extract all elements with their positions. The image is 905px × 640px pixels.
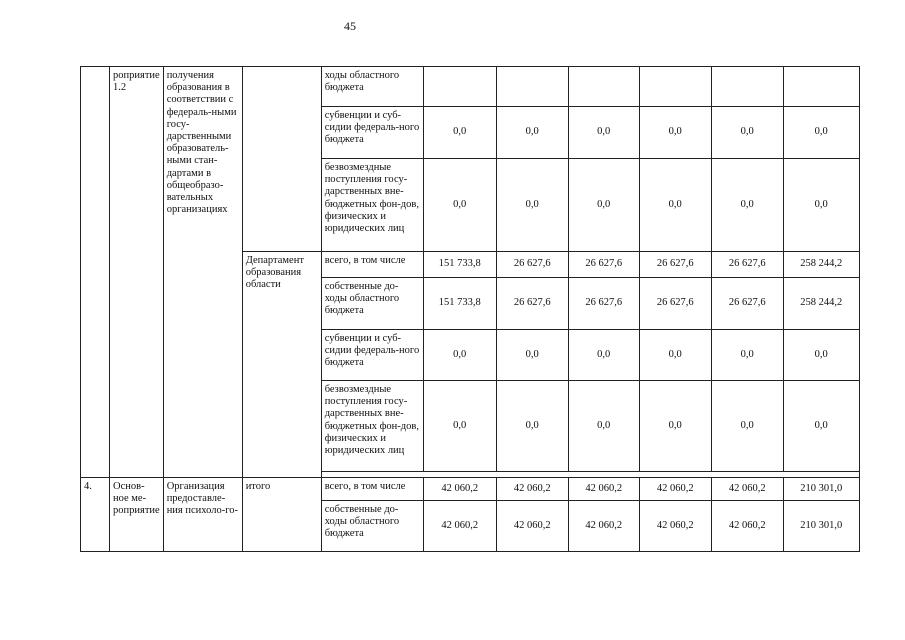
value-cell: 42 060,2 xyxy=(711,478,783,501)
value-cell: 0,0 xyxy=(423,381,496,472)
value-cell: 210 301,0 xyxy=(783,501,859,552)
value-cell: 26 627,6 xyxy=(639,252,711,278)
row-number-cell xyxy=(81,67,110,478)
table-row xyxy=(81,478,860,501)
page-number: 45 xyxy=(344,19,356,33)
value-cell: 0,0 xyxy=(639,330,711,381)
value-cell: 0,0 xyxy=(496,107,568,159)
value-cell: 0,0 xyxy=(783,107,859,159)
table-row xyxy=(81,67,860,107)
value-cell: 42 060,2 xyxy=(496,478,568,501)
value-cell: 0,0 xyxy=(711,381,783,472)
value-cell: 0,0 xyxy=(639,381,711,472)
value-cell: 0,0 xyxy=(639,107,711,159)
value-cell xyxy=(568,67,639,107)
value-cell: 0,0 xyxy=(496,381,568,472)
value-cell: 0,0 xyxy=(783,330,859,381)
source-cell: безвозмездные поступления госу-дарственных вне-бюджетных фон-дов, физических и юридических лиц xyxy=(321,159,423,252)
event-name-cell: Организация предоставле-ния психоло-го- xyxy=(163,478,242,552)
value-cell: 42 060,2 xyxy=(711,501,783,552)
executor-cell xyxy=(242,67,321,252)
executor-cell: итого xyxy=(242,478,321,552)
value-cell: 0,0 xyxy=(568,330,639,381)
event-name-cell: получения образования в соответствии с федераль-ными госу-дарственными образователь-ными стан-дартами в общеобразо-вательных организациях xyxy=(163,67,242,478)
value-cell: 151 733,8 xyxy=(423,252,496,278)
value-cell xyxy=(783,67,859,107)
value-cell: 26 627,6 xyxy=(496,278,568,330)
value-cell: 26 627,6 xyxy=(639,278,711,330)
source-cell: собственные до-ходы областного бюджета xyxy=(321,278,423,330)
value-cell: 258 244,2 xyxy=(783,252,859,278)
value-cell: 0,0 xyxy=(783,159,859,252)
value-cell: 26 627,6 xyxy=(496,252,568,278)
source-cell: ходы областного бюджета xyxy=(321,67,423,107)
value-cell: 42 060,2 xyxy=(423,501,496,552)
value-cell xyxy=(711,67,783,107)
event-type-cell: Основ-ное ме-роприятие xyxy=(110,478,164,552)
value-cell: 26 627,6 xyxy=(568,252,639,278)
executor-cell: Департамент образования области xyxy=(242,252,321,478)
value-cell: 0,0 xyxy=(568,159,639,252)
value-cell: 0,0 xyxy=(639,159,711,252)
source-cell: всего, в том числе xyxy=(321,252,423,278)
value-cell: 42 060,2 xyxy=(639,501,711,552)
value-cell: 0,0 xyxy=(711,330,783,381)
value-cell: 0,0 xyxy=(711,107,783,159)
source-cell: субвенции и суб-сидии федераль-ного бюджета xyxy=(321,107,423,159)
value-cell: 42 060,2 xyxy=(568,501,639,552)
value-cell: 42 060,2 xyxy=(639,478,711,501)
value-cell xyxy=(423,67,496,107)
value-cell: 151 733,8 xyxy=(423,278,496,330)
value-cell: 26 627,6 xyxy=(711,252,783,278)
value-cell xyxy=(496,67,568,107)
budget-table xyxy=(80,66,860,552)
value-cell: 0,0 xyxy=(568,381,639,472)
value-cell: 0,0 xyxy=(568,107,639,159)
source-cell: субвенции и суб-сидии федераль-ного бюджета xyxy=(321,330,423,381)
value-cell: 0,0 xyxy=(423,330,496,381)
row-number-cell: 4. xyxy=(81,478,110,552)
value-cell: 42 060,2 xyxy=(568,478,639,501)
source-cell: безвозмездные поступления госу-дарственных вне-бюджетных фон-дов, физических и юридических лиц xyxy=(321,381,423,472)
source-cell: собственные до-ходы областного бюджета xyxy=(321,501,423,552)
value-cell: 0,0 xyxy=(496,159,568,252)
value-cell: 26 627,6 xyxy=(568,278,639,330)
value-cell: 0,0 xyxy=(783,381,859,472)
value-cell: 0,0 xyxy=(423,107,496,159)
source-cell: всего, в том числе xyxy=(321,478,423,501)
value-cell: 210 301,0 xyxy=(783,478,859,501)
value-cell: 0,0 xyxy=(423,159,496,252)
value-cell: 26 627,6 xyxy=(711,278,783,330)
value-cell: 258 244,2 xyxy=(783,278,859,330)
value-cell: 42 060,2 xyxy=(423,478,496,501)
event-type-cell: роприятие 1.2 xyxy=(110,67,164,478)
value-cell: 0,0 xyxy=(711,159,783,252)
value-cell: 0,0 xyxy=(496,330,568,381)
value-cell xyxy=(639,67,711,107)
value-cell: 42 060,2 xyxy=(496,501,568,552)
